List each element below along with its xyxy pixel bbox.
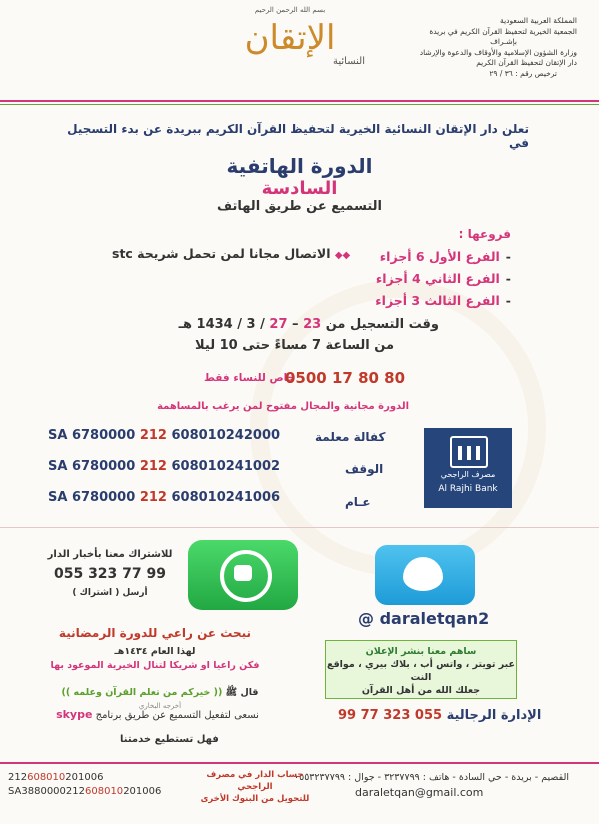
- divider-footer: [0, 762, 599, 764]
- account-number: [48, 428, 280, 443]
- footer-bank-note: [190, 769, 320, 805]
- registration-sep: –: [292, 317, 299, 332]
- skype-text: نسعى لتفعيل التسميع عن طريق برنامج: [95, 710, 259, 721]
- registration-time: [179, 317, 439, 332]
- course-description: التسميع عن طريق الهاتف: [216, 199, 383, 214]
- can-you-help: فهل تستطيع خدمتنا: [120, 734, 219, 745]
- branches-heading: فروعها :: [458, 227, 511, 241]
- divider-mid: [0, 527, 599, 528]
- footer-acct-part: 608010: [27, 772, 66, 783]
- header-line: ترخيص رقم : ٣٦ / ٢٩: [489, 68, 557, 78]
- women-only-note: خاص للنساء فقط: [204, 372, 296, 384]
- iban-prefix: SA 6780000: [48, 459, 136, 474]
- footer-account-1: [8, 772, 103, 783]
- divider-top: [0, 100, 599, 102]
- account-number: [48, 459, 280, 474]
- header-line: وزارة الشؤون الإسلامية والأوقاف والدعوة والإرشاد: [419, 47, 577, 57]
- skype-word: skype: [56, 708, 93, 721]
- publicity-line: ساهم معنا بنشر الإعلان: [365, 646, 477, 657]
- footer-acct-part: 201006: [123, 786, 162, 797]
- branch-item: [380, 249, 511, 264]
- management-phone: 055 323 77 99: [338, 708, 443, 723]
- whatsapp-subscribe-text: للاشتراك معنا بأخبار الدار: [47, 549, 173, 560]
- account-label: عـام: [345, 495, 371, 509]
- publicity-line: عبر تويتر ، واتس أب ، بلاك بيري ، مواقع النت: [326, 659, 516, 683]
- account-label: الوقف: [345, 462, 384, 476]
- free-note: الدورة مجانية والمجال مفتوح لمن يرغب بالمساهمة: [157, 401, 409, 412]
- registration-label: وقت التسجيل من: [325, 317, 439, 332]
- logo-bismillah: بسم الله الرحمن الرحيم: [254, 6, 326, 14]
- branch-label: الفرع الثالث 3 أجزاء: [375, 293, 500, 308]
- header-line: الجمعية الخيرية لتحفيظ القرآن الكريم في بريدة: [429, 26, 577, 36]
- hadith-source: أخرجه البخاري: [138, 702, 182, 710]
- skype-note: [45, 708, 270, 721]
- sponsor-call: فكن راعيا او شريكا لتنال الخيرية الموعود بها: [50, 660, 260, 671]
- iban-number: 608010242000: [171, 428, 281, 443]
- iban-mid: 212: [139, 459, 167, 474]
- footer-acct-part: 212: [8, 772, 28, 783]
- header-line: دار الإتقان لتحفيظ القرآن الكريم: [476, 58, 577, 67]
- bullet-dash: -: [505, 249, 511, 264]
- management-label: الإدارة الرجالية: [446, 708, 542, 723]
- diamond-icon: ◆◆: [334, 250, 351, 261]
- footer-account-2: [8, 786, 161, 797]
- whatsapp-phone: 055 323 77 99: [53, 566, 167, 582]
- account-number: [48, 490, 280, 505]
- twitter-icon: [375, 545, 475, 605]
- hadith-prefix: قال ﷺ: [225, 687, 259, 698]
- footer-acct-part: SA3880000212: [8, 786, 85, 797]
- iban-mid: 212: [139, 428, 167, 443]
- bullet-dash: -: [505, 293, 511, 308]
- branch-item: [376, 271, 511, 286]
- iban-number: 608010241002: [171, 459, 281, 474]
- stc-note: [112, 246, 350, 261]
- intro-text: تعلن دار الإتقان النسائية الخيرية لتحفيظ القرآن الكريم ببريدة عن بدء التسجيل في: [67, 122, 529, 150]
- registration-hours: من الساعة 7 مساءً حتى 10 ليلا: [195, 338, 394, 353]
- branch-item: [375, 293, 511, 308]
- publicity-box: [325, 640, 517, 699]
- bank-name-english: Al Rajhi Bank: [438, 484, 498, 494]
- twitter-handle: @ daraletqan2: [358, 609, 490, 628]
- course-title: الدورة الهاتفية: [226, 154, 373, 178]
- registration-from: 23: [303, 317, 322, 332]
- account-label: كفالة معلمة: [315, 430, 386, 444]
- hadith-text: (( خيركم من تعلم القرآن وعلمه )): [61, 687, 223, 698]
- bank-name-arabic: مصرف الراجحي: [440, 470, 496, 479]
- iban-mid: 212: [139, 490, 167, 505]
- whatsapp-icon: [188, 540, 298, 610]
- footer-acct-part: 201006: [65, 772, 104, 783]
- bullet-dash: -: [505, 271, 511, 286]
- divider-top-2: [0, 104, 599, 105]
- bank-logo: [424, 428, 512, 508]
- footer-email: daraletqan@gmail.com: [355, 786, 484, 799]
- footer-address: القصيم - بريدة - حي السادة - هاتف : ٣٢٣٧٧٩٩ - جوال : ٠٥٥٣٢٣٧٧٩٩: [294, 772, 569, 783]
- logo-subtitle: النسائية: [333, 56, 365, 67]
- branch-label: الفرع الثاني 4 أجزاء: [375, 271, 500, 286]
- sponsor-year: لهذا العام ١٤٣٤هـ: [114, 646, 196, 657]
- logo-name: الإتقان: [244, 18, 336, 58]
- footer-bank-line: للتحويل من البنوك الأخرى: [200, 794, 310, 804]
- branch-label: الفرع الأول 6 أجزاء: [379, 249, 500, 264]
- footer-acct-part: 608010: [85, 786, 124, 797]
- bank-building-icon: [450, 436, 488, 468]
- header-line: بإشـراف: [490, 37, 517, 46]
- contact-phone: 0500 17 80 80: [285, 369, 406, 387]
- iban-prefix: SA 6780000: [48, 490, 136, 505]
- iban-number: 608010241006: [171, 490, 281, 505]
- logo: [215, 6, 365, 96]
- sponsor-heading: نبحث عن راعي للدورة الرمضانية: [58, 626, 252, 640]
- footer-bank-line: حساب الدار في مصرف الراجحي: [206, 770, 304, 792]
- registration-to: 27: [269, 317, 288, 332]
- iban-prefix: SA 6780000: [48, 428, 136, 443]
- header-line: المملكة العربية السعودية: [500, 16, 577, 25]
- whatsapp-send-text: أرسل ( اشتراك ): [72, 588, 148, 598]
- mens-management: [338, 708, 541, 723]
- header-org-info: [347, 16, 577, 79]
- course-edition: السادسة: [261, 178, 338, 199]
- publicity-line: جعلك الله من أهل القرآن: [361, 685, 481, 696]
- registration-month-year: / 3 / 1434 هـ: [178, 317, 265, 332]
- stc-note-text: الاتصال مجانا لمن تحمل شريحة stc: [112, 246, 331, 261]
